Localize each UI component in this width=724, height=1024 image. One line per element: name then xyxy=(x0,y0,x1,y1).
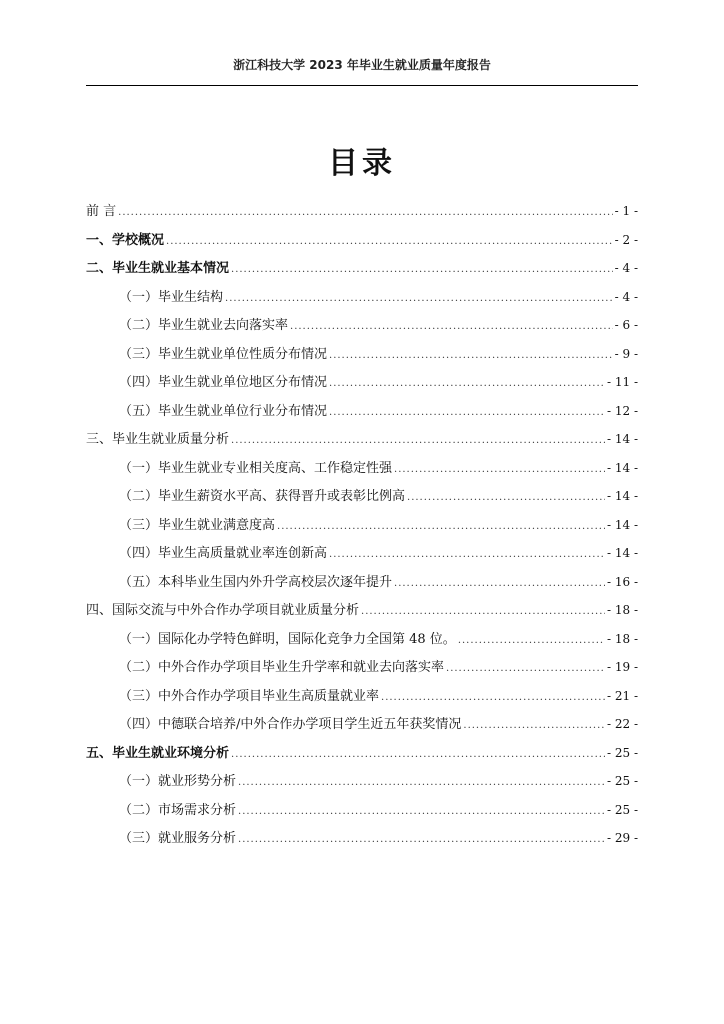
toc-leader-dots xyxy=(394,464,605,475)
toc-leader-dots xyxy=(381,692,605,703)
toc-entry[interactable] xyxy=(86,799,638,828)
toc-entry[interactable] xyxy=(86,827,638,856)
toc-entry-label: 二、毕业生就业基本情况 xyxy=(86,261,230,276)
toc-entry-page: - 25 - xyxy=(606,774,638,788)
toc-entry-page: - 14 - xyxy=(606,489,638,503)
toc-entry[interactable] xyxy=(86,371,638,400)
toc-entry-page: - 22 - xyxy=(606,717,638,731)
toc-entry-label: （五）毕业生就业单位行业分布情况 xyxy=(119,403,328,419)
toc-entry[interactable] xyxy=(86,200,638,229)
toc-leader-dots xyxy=(329,350,613,361)
toc-entry-page: - 4 - xyxy=(614,289,638,304)
running-header: 浙江科技大学 2023 年毕业生就业质量年度报告 xyxy=(233,58,491,72)
toc-leader-dots xyxy=(329,378,605,389)
toc-leader-dots xyxy=(329,549,605,560)
toc-entry-page: - 1 - xyxy=(614,204,638,218)
toc-entry[interactable] xyxy=(86,514,638,543)
toc-entry[interactable] xyxy=(86,571,638,600)
toc-entry-page: - 14 - xyxy=(606,546,638,560)
toc-entry-page: - 4 - xyxy=(614,261,638,275)
toc-entry-label: （一）就业形势分析 xyxy=(119,774,237,789)
toc-entry-label: （三）毕业生就业满意度高 xyxy=(119,517,276,533)
toc-leader-dots xyxy=(231,264,613,275)
toc-leader-dots xyxy=(238,777,605,788)
toc-leader-dots xyxy=(118,207,612,218)
toc-entry[interactable] xyxy=(86,428,638,457)
toc-leader-dots xyxy=(446,663,605,674)
toc-entry-page: - 25 - xyxy=(606,745,638,760)
toc-entry-page: - 25 - xyxy=(606,802,638,817)
toc-entry-label: （二）毕业生薪资水平高、获得晋升或表彰比例高 xyxy=(119,489,406,504)
toc-entry-label: （一）国际化办学特色鲜明，国际化竞争力全国第 48 位。 xyxy=(119,631,456,647)
toc-leader-dots xyxy=(407,492,605,503)
toc-entry[interactable] xyxy=(86,485,638,514)
toc-entry[interactable] xyxy=(86,685,638,714)
toc-leader-dots xyxy=(238,834,605,845)
toc-entry-page: - 18 - xyxy=(606,603,638,617)
page-title: 目录 xyxy=(328,146,396,181)
toc-entry-label: 五、毕业生就业环境分析 xyxy=(86,745,230,761)
toc-entry-label: （二）中外合作办学项目毕业生升学率和就业去向落实率 xyxy=(119,660,445,675)
toc-leader-dots xyxy=(361,606,605,617)
toc-entry-page: - 29 - xyxy=(606,831,638,845)
toc-entry-page: - 21 - xyxy=(606,688,638,703)
toc-entry[interactable] xyxy=(86,713,638,742)
toc-entry-page: - 14 - xyxy=(606,517,638,532)
toc-entry-page: - 18 - xyxy=(606,631,638,646)
toc-entry[interactable] xyxy=(86,457,638,486)
toc-leader-dots xyxy=(231,749,605,760)
toc-entry-page: - 2 - xyxy=(614,232,638,247)
toc-entry-page: - 14 - xyxy=(606,432,638,446)
header-rule xyxy=(86,85,638,86)
toc-entry[interactable] xyxy=(86,229,638,258)
toc-entry[interactable] xyxy=(86,286,638,315)
toc-entry-page: - 12 - xyxy=(606,403,638,418)
toc-leader-dots xyxy=(290,321,613,332)
toc-entry-label: （二）市场需求分析 xyxy=(119,802,237,818)
table-of-contents xyxy=(86,200,638,856)
toc-entry[interactable] xyxy=(86,343,638,372)
toc-leader-dots xyxy=(329,407,605,418)
toc-entry[interactable] xyxy=(86,742,638,771)
toc-leader-dots xyxy=(238,806,605,817)
toc-entry-label: （一）毕业生结构 xyxy=(119,289,224,305)
toc-entry[interactable] xyxy=(86,770,638,799)
toc-entry[interactable] xyxy=(86,314,638,343)
toc-leader-dots xyxy=(231,435,605,446)
toc-entry-label: （三）中外合作办学项目毕业生高质量就业率 xyxy=(119,688,380,704)
toc-entry[interactable] xyxy=(86,542,638,571)
toc-leader-dots xyxy=(463,720,605,731)
toc-entry-label: 三、毕业生就业质量分析 xyxy=(86,432,230,447)
toc-entry-label: 一、学校概况 xyxy=(86,232,165,248)
toc-entry-label: 四、国际交流与中外合作办学项目就业质量分析 xyxy=(86,603,360,618)
toc-entry-label: （四）毕业生就业单位地区分布情况 xyxy=(119,375,328,390)
toc-entry-label: 前 言 xyxy=(86,204,117,219)
toc-leader-dots xyxy=(458,635,605,646)
toc-entry-page: - 6 - xyxy=(614,318,638,332)
toc-entry-page: - 14 - xyxy=(606,460,638,475)
toc-entry-label: （四）毕业生高质量就业率连创新高 xyxy=(119,546,328,561)
toc-entry-label: （三）毕业生就业单位性质分布情况 xyxy=(119,346,328,362)
toc-leader-dots xyxy=(277,521,605,532)
toc-entry[interactable] xyxy=(86,400,638,429)
toc-entry-page: - 16 - xyxy=(606,574,638,589)
toc-leader-dots xyxy=(166,236,613,247)
toc-entry-label: （五）本科毕业生国内外升学高校层次逐年提升 xyxy=(119,574,393,590)
toc-entry-page: - 11 - xyxy=(606,375,638,389)
toc-entry[interactable] xyxy=(86,656,638,685)
toc-entry-label: （一）毕业生就业专业相关度高、工作稳定性强 xyxy=(119,460,393,476)
toc-entry-label: （二）毕业生就业去向落实率 xyxy=(119,318,289,333)
toc-entry-label: （四）中德联合培养/中外合作办学项目学生近五年获奖情况 xyxy=(119,717,462,732)
toc-entry-page: - 19 - xyxy=(606,660,638,674)
toc-entry[interactable] xyxy=(86,599,638,628)
toc-entry-page: - 9 - xyxy=(614,346,638,361)
toc-leader-dots xyxy=(394,578,605,589)
toc-entry[interactable] xyxy=(86,257,638,286)
toc-leader-dots xyxy=(225,293,613,304)
toc-entry-label: （三）就业服务分析 xyxy=(119,831,237,846)
toc-entry[interactable] xyxy=(86,628,638,657)
